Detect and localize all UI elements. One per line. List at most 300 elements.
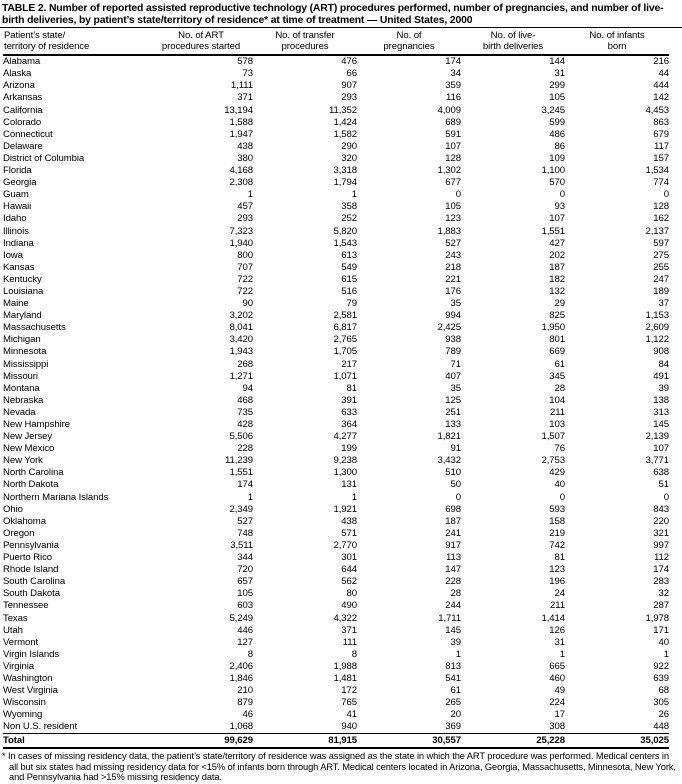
value-cell: 132 [549, 285, 565, 297]
state-cell: Virgin Islands [3, 648, 60, 660]
state-cell: Oklahoma [3, 515, 46, 527]
value-cell: 1,271 [229, 370, 253, 382]
value-cell: 486 [549, 128, 565, 140]
state-cell: Arkansas [3, 92, 43, 104]
value-cell: 2,349 [229, 503, 253, 515]
header-row [3, 28, 669, 55]
value-cell: 3,432 [437, 455, 461, 467]
value-cell: 210 [237, 685, 253, 697]
value-cell: 460 [549, 672, 565, 684]
value-cell: 5,506 [229, 431, 253, 443]
table-footer [3, 734, 669, 749]
value-cell: 2,765 [333, 334, 357, 346]
table-body [3, 55, 669, 734]
state-cell: Wisconsin [3, 697, 46, 709]
value-cell: 2,581 [333, 310, 357, 322]
value-cell: 103 [549, 419, 565, 430]
value-cell: 2,753 [541, 455, 565, 467]
value-cell: 371 [237, 92, 253, 104]
state-cell: West Virginia [3, 685, 58, 697]
table-row [3, 68, 669, 80]
value-cell: 46 [242, 709, 253, 721]
value-cell: 1,300 [333, 467, 357, 479]
value-cell: 510 [445, 467, 461, 479]
state-cell: Kentucky [3, 273, 42, 285]
table-row [3, 685, 669, 697]
table-row [3, 262, 669, 274]
table-row [3, 310, 669, 322]
state-cell: District of Columbia [3, 152, 85, 164]
value-cell: 17 [554, 709, 565, 721]
value-cell: 657 [237, 576, 253, 588]
value-cell: 0 [559, 189, 565, 201]
value-cell: 5,820 [333, 225, 357, 237]
value-cell: 358 [341, 201, 357, 213]
value-cell: 633 [341, 406, 357, 418]
value-cell: 224 [549, 697, 565, 709]
state-cell: Alaska [3, 68, 32, 80]
value-cell: 29 [554, 298, 565, 310]
value-cell: 116 [446, 92, 461, 104]
value-cell: 265 [445, 697, 461, 709]
value-cell: 800 [237, 249, 253, 261]
value-cell: 51 [658, 479, 669, 491]
value-cell: 301 [341, 552, 357, 564]
value-cell: 765 [341, 697, 357, 709]
value-cell: 228 [237, 443, 253, 455]
col-header-line: born [607, 41, 627, 53]
value-cell: 1,071 [333, 370, 357, 382]
table-row [3, 443, 669, 455]
value-cell: 28 [554, 382, 565, 394]
value-cell: 158 [549, 515, 565, 527]
state-cell: Massachusetts [3, 322, 66, 334]
value-cell: 1 [247, 491, 253, 503]
value-cell: 1,794 [333, 177, 357, 189]
table-row [3, 649, 669, 661]
value-cell: 1 [455, 648, 461, 660]
value-cell: 147 [445, 564, 461, 576]
value-cell: 243 [445, 249, 461, 261]
state-cell: Wyoming [3, 709, 43, 721]
table-row [3, 177, 669, 189]
value-cell: 593 [549, 503, 565, 515]
state-cell: South Carolina [3, 576, 66, 588]
value-cell: 1 [351, 491, 357, 503]
value-cell: 457 [237, 201, 253, 213]
table-row [3, 359, 669, 371]
total-value-cell: 35,025 [565, 734, 669, 749]
table-row [3, 274, 669, 286]
value-cell: 391 [341, 394, 357, 406]
value-cell: 61 [554, 358, 565, 370]
table-row [3, 673, 669, 685]
state-cell: Pennsylvania [3, 539, 59, 551]
value-cell: 221 [445, 273, 461, 285]
table-row [3, 709, 669, 721]
value-cell: 320 [341, 152, 357, 164]
value-cell: 84 [658, 358, 669, 370]
state-cell: Non U.S. resident [3, 721, 78, 733]
value-cell: 344 [237, 552, 253, 564]
value-cell: 66 [346, 68, 357, 80]
table-row [3, 92, 669, 104]
state-cell: Colorado [3, 116, 42, 128]
value-cell: 107 [445, 140, 461, 152]
value-cell: 371 [341, 624, 357, 636]
value-cell: 39 [658, 382, 669, 394]
state-cell: Puerto Rico [3, 552, 53, 564]
value-cell: 679 [653, 128, 669, 140]
value-cell: 157 [653, 152, 669, 164]
value-cell: 1,100 [541, 165, 565, 177]
col-header-line: procedures [281, 41, 329, 53]
value-cell: 908 [653, 346, 669, 358]
value-cell: 2,139 [645, 431, 669, 443]
value-cell: 39 [450, 636, 461, 648]
value-cell: 0 [455, 189, 461, 201]
value-cell: 491 [653, 370, 669, 382]
state-cell: Rhode Island [3, 564, 59, 576]
col-header-line: No. of live- [490, 30, 536, 42]
value-cell: 187 [445, 515, 461, 527]
value-cell: 527 [237, 515, 253, 527]
table-row [3, 298, 669, 310]
value-cell: 8 [247, 648, 253, 660]
value-cell: 35 [450, 382, 461, 394]
table-row [3, 334, 669, 346]
value-cell: 669 [549, 346, 565, 358]
value-cell: 24 [554, 588, 565, 600]
value-cell: 1,111 [230, 80, 253, 92]
value-cell: 211 [550, 600, 565, 612]
value-cell: 438 [237, 140, 253, 152]
value-cell: 1,988 [333, 660, 357, 672]
col-header-infants-born [565, 28, 669, 55]
value-cell: 2,137 [645, 225, 669, 237]
value-cell: 112 [654, 552, 669, 564]
value-cell: 123 [445, 213, 461, 225]
table-row [3, 165, 669, 177]
value-cell: 113 [446, 552, 461, 564]
table-row [3, 250, 669, 262]
value-cell: 380 [237, 152, 253, 164]
value-cell: 199 [341, 443, 357, 455]
value-cell: 252 [341, 213, 357, 225]
value-cell: 133 [445, 419, 461, 430]
state-cell: Michigan [3, 334, 41, 346]
value-cell: 1,543 [333, 237, 357, 249]
value-cell: 427 [549, 237, 565, 249]
value-cell: 76 [554, 443, 565, 455]
value-cell: 429 [549, 467, 565, 479]
value-cell: 174 [445, 56, 461, 68]
col-header-line: No. of ART [178, 30, 224, 42]
value-cell: 145 [445, 624, 461, 636]
value-cell: 68 [658, 685, 669, 697]
value-cell: 117 [654, 140, 669, 152]
value-cell: 1,846 [229, 672, 253, 684]
value-cell: 1,551 [541, 225, 565, 237]
state-cell: Utah [3, 624, 23, 636]
table-row [3, 697, 669, 709]
value-cell: 813 [445, 660, 461, 672]
value-cell: 1,947 [229, 128, 253, 140]
table-row [3, 419, 669, 431]
table-row [3, 467, 669, 479]
value-cell: 720 [237, 564, 253, 576]
value-cell: 104 [549, 394, 565, 406]
value-cell: 677 [445, 177, 461, 189]
table-row [3, 213, 669, 225]
value-cell: 774 [653, 177, 669, 189]
value-cell: 0 [559, 491, 565, 503]
value-cell: 689 [445, 116, 461, 128]
value-cell: 722 [237, 273, 253, 285]
value-cell: 144 [549, 56, 565, 68]
value-cell: 8 [351, 648, 357, 660]
value-cell: 4,453 [645, 104, 669, 116]
value-cell: 13,194 [224, 104, 253, 116]
value-cell: 0 [455, 491, 461, 503]
state-cell: Ohio [3, 503, 23, 515]
state-cell: Louisiana [3, 285, 44, 297]
value-cell: 49 [554, 685, 565, 697]
state-cell: New Hampshire [3, 419, 70, 430]
table-row [3, 322, 669, 334]
value-cell: 31 [554, 636, 565, 648]
value-cell: 90 [242, 298, 253, 310]
value-cell: 94 [242, 382, 253, 394]
value-cell: 174 [237, 479, 253, 491]
value-cell: 1,921 [333, 503, 357, 515]
table-row [3, 637, 669, 649]
table-row [3, 346, 669, 358]
value-cell: 182 [549, 273, 565, 285]
value-cell: 81 [346, 382, 357, 394]
value-cell: 571 [341, 527, 357, 539]
state-cell: Illinois [3, 225, 29, 237]
value-cell: 174 [653, 564, 669, 576]
table-row [3, 588, 669, 600]
value-cell: 11,239 [224, 455, 253, 467]
value-cell: 105 [445, 201, 461, 213]
value-cell: 644 [341, 564, 357, 576]
value-cell: 1,950 [541, 322, 565, 334]
value-cell: 1,940 [229, 237, 253, 249]
table-row [3, 153, 669, 165]
table-row [3, 625, 669, 637]
table-row [3, 80, 669, 92]
total-label: Total [3, 734, 149, 749]
value-cell: 107 [653, 443, 669, 455]
value-cell: 176 [445, 285, 461, 297]
state-cell: Guam [3, 189, 29, 201]
table-row [3, 55, 669, 68]
total-row [3, 734, 669, 749]
value-cell: 218 [445, 261, 461, 273]
value-cell: 321 [653, 527, 669, 539]
value-cell: 37 [658, 298, 669, 310]
state-cell: New York [3, 455, 43, 467]
value-cell: 171 [653, 624, 669, 636]
value-cell: 86 [554, 140, 565, 152]
state-cell: South Dakota [3, 588, 60, 600]
value-cell: 698 [445, 503, 461, 515]
value-cell: 35 [450, 298, 461, 310]
table-row [3, 528, 669, 540]
col-header-line: procedures started [161, 41, 241, 53]
table-row [3, 105, 669, 117]
col-header-line: pregnancies [383, 41, 435, 53]
state-cell: Arizona [3, 80, 35, 92]
value-cell: 825 [549, 310, 565, 322]
value-cell: 11,352 [328, 104, 357, 116]
table-row [3, 286, 669, 298]
state-cell: Alabama [3, 56, 41, 68]
value-cell: 138 [653, 394, 669, 406]
value-cell: 107 [549, 213, 565, 225]
value-cell: 446 [237, 624, 253, 636]
table-row [3, 431, 669, 443]
total-value-cell: 99,629 [149, 734, 253, 749]
table-footnote: * In cases of missing residency data, the patient’s state/territory of residence was assigned as the state in which the ART procedure was performed. Medical centers in all but six states had missing residency data for <15% of infants born through ART. Medical centers located in Arizona, Georgia, Massachusetts, Minnesota, New York, and Pennsylvania had >15% missing residency data. [2, 751, 676, 783]
value-cell: 123 [549, 564, 565, 576]
value-cell: 591 [445, 128, 461, 140]
col-header-transfer-procedures [253, 28, 357, 55]
value-cell: 8,041 [229, 322, 253, 334]
value-cell: 2,770 [333, 539, 357, 551]
value-cell: 308 [549, 721, 565, 733]
value-cell: 369 [445, 721, 461, 733]
state-cell: Nebraska [3, 394, 44, 406]
value-cell: 541 [445, 672, 461, 684]
value-cell: 9,238 [333, 455, 357, 467]
value-cell: 1,705 [333, 346, 357, 358]
value-cell: 1,711 [438, 612, 461, 624]
value-cell: 241 [445, 527, 461, 539]
value-cell: 2,609 [645, 322, 669, 334]
value-cell: 1 [351, 189, 357, 201]
value-cell: 211 [550, 406, 565, 418]
value-cell: 0 [663, 491, 669, 503]
value-cell: 131 [341, 479, 357, 491]
value-cell: 1,551 [229, 467, 253, 479]
state-cell: North Dakota [3, 479, 59, 491]
value-cell: 345 [549, 370, 565, 382]
value-cell: 71 [450, 358, 461, 370]
value-cell: 217 [341, 358, 357, 370]
value-cell: 283 [653, 576, 669, 588]
value-cell: 3,511 [230, 539, 253, 551]
table-row [3, 395, 669, 407]
value-cell: 428 [237, 419, 253, 430]
value-cell: 922 [653, 660, 669, 672]
total-value-cell: 81,915 [253, 734, 357, 749]
state-cell: Florida [3, 165, 32, 177]
value-cell: 275 [653, 249, 669, 261]
state-cell: Washington [3, 672, 53, 684]
col-header-state [3, 28, 149, 55]
value-cell: 1 [559, 648, 565, 660]
value-cell: 1,481 [333, 672, 357, 684]
col-header-art-procedures-started [149, 28, 253, 55]
value-cell: 549 [341, 261, 357, 273]
value-cell: 172 [341, 685, 357, 697]
value-cell: 125 [445, 394, 461, 406]
value-cell: 801 [549, 334, 565, 346]
value-cell: 61 [450, 685, 461, 697]
table-row [3, 661, 669, 673]
value-cell: 50 [450, 479, 461, 491]
value-cell: 4,009 [437, 104, 461, 116]
table-row [3, 189, 669, 201]
value-cell: 162 [653, 213, 669, 225]
state-cell: Delaware [3, 140, 43, 152]
value-cell: 438 [341, 515, 357, 527]
value-cell: 639 [653, 672, 669, 684]
value-cell: 1,153 [645, 310, 669, 322]
value-cell: 109 [549, 152, 565, 164]
value-cell: 40 [658, 636, 669, 648]
value-cell: 599 [549, 116, 565, 128]
state-cell: Minnesota [3, 346, 47, 358]
value-cell: 219 [549, 527, 565, 539]
value-cell: 1,302 [437, 165, 461, 177]
value-cell: 2,308 [229, 177, 253, 189]
value-cell: 3,245 [541, 104, 565, 116]
value-cell: 3,202 [229, 310, 253, 322]
value-cell: 843 [653, 503, 669, 515]
value-cell: 1,414 [541, 612, 565, 624]
value-cell: 444 [653, 80, 669, 92]
value-cell: 1,122 [645, 334, 669, 346]
value-cell: 359 [445, 80, 461, 92]
table-row [3, 540, 669, 552]
value-cell: 32 [658, 588, 669, 600]
value-cell: 91 [450, 443, 461, 455]
value-cell: 516 [341, 285, 357, 297]
value-cell: 938 [445, 334, 461, 346]
value-cell: 293 [341, 92, 357, 104]
state-cell: Texas [3, 612, 28, 624]
value-cell: 468 [237, 394, 253, 406]
table-row [3, 564, 669, 576]
state-cell: Georgia [3, 177, 37, 189]
state-cell: Kansas [3, 261, 35, 273]
value-cell: 255 [653, 261, 669, 273]
table-row [3, 117, 669, 129]
value-cell: 570 [549, 177, 565, 189]
value-cell: 80 [346, 588, 357, 600]
value-cell: 527 [445, 237, 461, 249]
art-data-table [3, 28, 669, 749]
value-cell: 1,582 [333, 128, 357, 140]
value-cell: 293 [237, 213, 253, 225]
value-cell: 126 [549, 624, 565, 636]
value-cell: 202 [549, 249, 565, 261]
value-cell: 3,318 [333, 165, 357, 177]
col-header-line: No. of infants [589, 30, 645, 42]
value-cell: 105 [237, 588, 253, 600]
value-cell: 128 [653, 201, 669, 213]
value-cell: 196 [549, 576, 565, 588]
table-row [3, 455, 669, 467]
total-value-cell: 25,228 [461, 734, 565, 749]
table-row [3, 516, 669, 528]
value-cell: 665 [549, 660, 565, 672]
value-cell: 216 [653, 56, 669, 68]
